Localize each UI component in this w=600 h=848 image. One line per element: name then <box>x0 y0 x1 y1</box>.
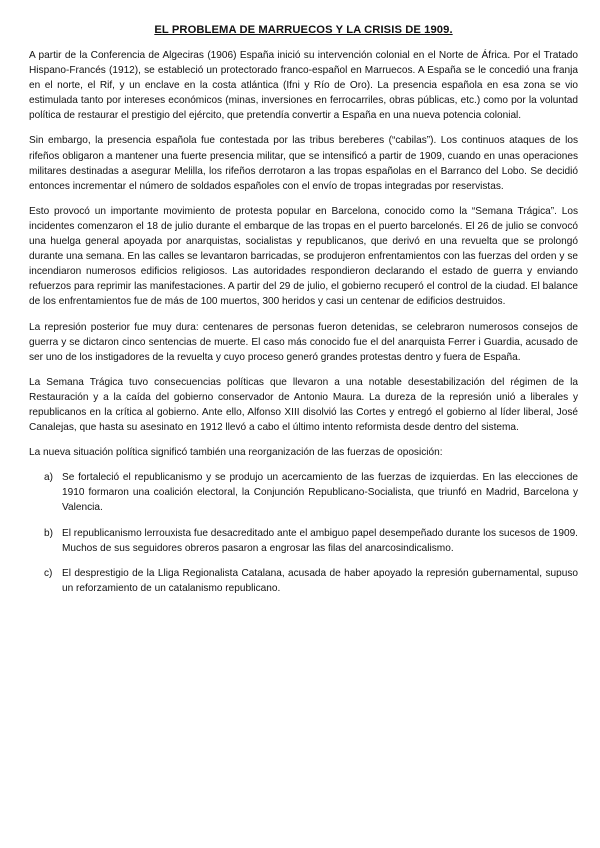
document-page <box>29 24 578 606</box>
paragraph-represion: La represión posterior fue muy dura: centenares de personas fueron detenidas, se celebraron numerosos consejos de guerra y se dictaron cinco sentencias de muerte. El caso más conocido fue el del anarquista Ferrer i Guardia, acusado de ser uno de los instigadores de la revuelta y cuyo proceso generó grandes protestas dentro y fuera de España. <box>29 321 578 363</box>
list-marker: b) <box>44 527 53 539</box>
paragraph-semana-tragica: Esto provocó un importante movimiento de protesta popular en Barcelona, conocido como la “Semana Trágica”. Los incidentes comenzaron el 18 de julio durante el embarque de las tropas en el puerto barcelonés. El 26 de julio se convocó una huelga general apoyada por anarquistas, socialistas y republicanos, que derivó en una revuelta que se prolongó durante una semana. En las calles se levantaron barricadas, se produjeron enfrentamientos con las fuerzas del orden y se incendiaron numerosos edificios religiosos. Las autoridades respondieron declarando el estado de guerra y enviando refuerzos para reprimir las manifestaciones. A partir del 29 de julio, el gobierno recuperó el control de la ciudad. El balance de los enfrentamientos fue de más de 100 muertos, 300 heridos y casi un centenar de edificios destruidos. <box>29 205 578 308</box>
list-item <box>29 566 578 596</box>
document-title: EL PROBLEMA DE MARRUECOS Y LA CRISIS DE 1909. <box>154 24 453 36</box>
list-marker: a) <box>44 472 53 484</box>
opposition-list <box>29 470 578 596</box>
list-item-text: El desprestigio de la Lliga Regionalista Catalana, acusada de haber apoyado la represión gubernamental, supuso un reforzamiento de un catalanismo republicano. <box>62 567 578 594</box>
list-item <box>29 526 578 556</box>
paragraph-consecuencias: La Semana Trágica tuvo consecuencias políticas que llevaron a una notable desestabilización del régimen de la Restauración y a la caída del gobierno conservador de Antonio Maura. La dureza de la represión unió a liberales y republicanos en la crítica al gobierno. Ante ello, Alfonso XIII disolvió las Cortes y entregó el gobierno al líder liberal, José Canalejas, que hasta su asesinato en 1912 llevó a cabo el último intento reformista desde dentro del sistema. <box>29 376 578 434</box>
list-item-text: El republicanismo lerrouxista fue desacreditado ante el ambiguo papel desempeñado durante los sucesos de 1909. Muchos de sus seguidores obreros pasaron a engrosar las filas del anarcosindicalismo. <box>62 527 578 554</box>
list-item <box>29 470 578 515</box>
list-item-text: Se fortaleció el republicanismo y se produjo un acercamiento de las fuerzas de izquierdas. En las elecciones de 1910 formaron una coalición electoral, la Conjunción Republicano-Socialista, que triunfó en Madrid, Barcelona y Valencia. <box>62 472 578 514</box>
paragraph-cabilas: Sin embargo, la presencia española fue contestada por las tribus bereberes (“cabilas”). Los continuos ataques de los rifeños obligaron a mantener una fuerte presencia militar, que se intensificó a partir de 1909, cuando en unas operaciones militares destinadas a asegurar Melilla, los rifeños derrotaron a las tropas españolas en el Barranco del Lobo. Se decidió entonces incrementar el número de soldados españoles con el envío de tropas integradas por reservistas. <box>29 135 578 192</box>
paragraph-oposicion-intro: La nueva situación política significó también una reorganización de las fuerzas de oposición: <box>29 447 443 459</box>
list-marker: c) <box>44 567 53 579</box>
paragraph-algeciras: A partir de la Conferencia de Algeciras (1906) España inició su intervención colonial en el Norte de África. Por el Tratado Hispano-Francés (1912), se estableció un protectorado franco-español en Marruecos. A España se le concedió una franja en el norte, el Rif, y un enclave en la costa atlántica (Ifni y Río de Oro). La presencia española en esa zona se vio estimulada tanto por intereses económicos (minas, inversiones en ferrocarriles, obras públicas, etc.) como por la voluntad política de restaurar el prestigio del ejército, que pretendía convertir a España en una nueva potencia colonial. <box>29 50 578 122</box>
